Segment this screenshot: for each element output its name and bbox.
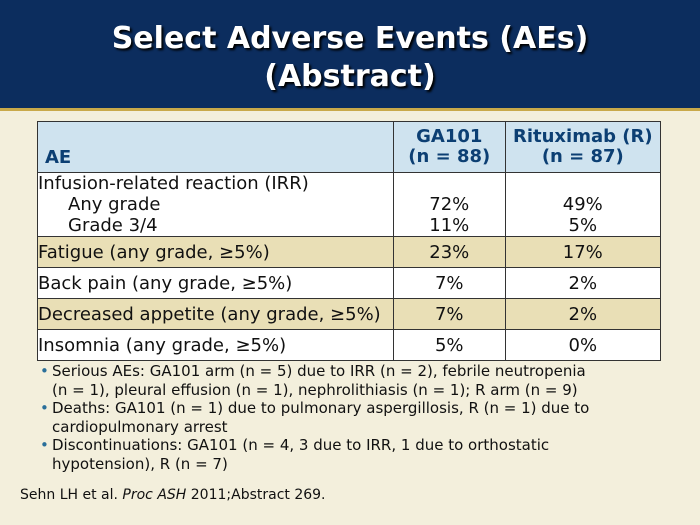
header-rituximab-name: Rituximab (R) (512, 126, 653, 147)
header-ga101-name: GA101 (416, 126, 483, 147)
row-rituximab: 0% (505, 330, 660, 361)
table-header-row (38, 122, 661, 173)
row-label: Back pain (any grade, ≥5%) (38, 268, 394, 299)
bullet-line: (n = 1), pleural effusion (n = 1), nephrolithiasis (n = 1); R arm (n = 9) (52, 380, 578, 399)
irr-ga101-cell (393, 173, 505, 237)
row-ga101: 5% (393, 330, 505, 361)
irr-any-grade-label: Any grade (68, 194, 161, 215)
header-rituximab-n: (n = 87) (541, 146, 624, 167)
irr-label-cell (38, 173, 394, 237)
bullet-line: hypotension), R (n = 7) (52, 454, 228, 473)
row-label: Insomnia (any grade, ≥5%) (38, 330, 394, 361)
table-row (38, 330, 661, 361)
header-ga101 (393, 122, 505, 173)
header-ga101-n: (n = 88) (408, 146, 491, 167)
irr-any-grade-rituximab: 49% (562, 194, 603, 215)
row-rituximab: 17% (505, 237, 660, 268)
table-row (38, 237, 661, 268)
list-item (40, 399, 670, 436)
row-ga101: 7% (393, 299, 505, 330)
irr-grade34-rituximab: 5% (568, 215, 598, 236)
bullet-line: • Discontinuations: GA101 (n = 4, 3 due to IRR, 1 due to orthostatic (52, 436, 550, 455)
irr-label: Infusion-related reaction (IRR) (38, 173, 309, 194)
row-label: Fatigue (any grade, ≥5%) (38, 237, 394, 268)
slide-title-line1: Select Adverse Events (AEs) (111, 21, 589, 56)
slide-title-line2: (Abstract) (264, 59, 436, 94)
row-ga101: 23% (393, 237, 505, 268)
bullet-list (40, 362, 670, 474)
header-ae: AE (38, 122, 394, 173)
adverse-events-table (37, 121, 661, 361)
citation-authors: Sehn LH et al. (20, 487, 118, 503)
table-row-irr (38, 173, 661, 237)
row-label: Decreased appetite (any grade, ≥5%) (38, 299, 394, 330)
row-rituximab: 2% (505, 268, 660, 299)
table-row (38, 268, 661, 299)
irr-grade34-label: Grade 3/4 (68, 215, 158, 236)
list-item (40, 436, 670, 473)
list-item (40, 362, 670, 399)
citation (20, 487, 326, 503)
row-rituximab: 2% (505, 299, 660, 330)
irr-grade34-ga101: 11% (429, 215, 470, 236)
bullet-line: cardiopulmonary arrest (52, 417, 228, 436)
bullet-line: • Deaths: GA101 (n = 1) due to pulmonary aspergillosis, R (n = 1) due to (52, 399, 590, 418)
title-banner (0, 0, 700, 111)
irr-any-grade-ga101: 72% (429, 194, 470, 215)
header-rituximab (505, 122, 660, 173)
irr-rituximab-cell (505, 173, 660, 237)
bullet-line: • Serious AEs: GA101 arm (n = 5) due to IRR (n = 2), febrile neutropenia (52, 362, 586, 380)
citation-details: 2011;Abstract 269. (190, 487, 326, 503)
table-row (38, 299, 661, 330)
citation-journal: Proc ASH (122, 487, 187, 503)
row-ga101: 7% (393, 268, 505, 299)
